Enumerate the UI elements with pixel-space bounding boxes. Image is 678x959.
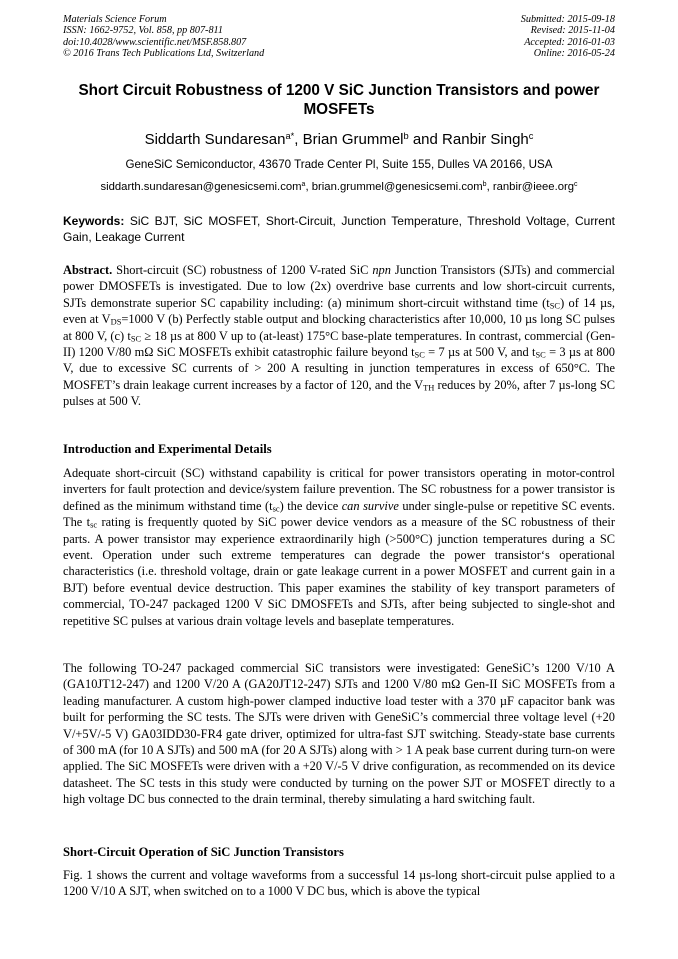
- abstract-text: Junction Transistors (SJTs) and commercial power DMOSFETs is investigated. Due to low (2x) overdrive base currents and low short-circuit currents, SJTs demonstrate superior SC capability including: (a) minimum short-circuit withstand time (t: [63, 263, 615, 310]
- journal-doi: doi:10.4028/www.scientific.net/MSF.858.807: [63, 36, 247, 48]
- journal-header-right: [521, 14, 615, 60]
- date-revised: Revised: 2015-11-04: [530, 25, 615, 37]
- abstract-text: ) of 14 µs, even at V: [63, 295, 615, 327]
- email-link[interactable]: ranbir@ieee.org: [492, 181, 575, 193]
- emphasis-text: can survive: [341, 498, 399, 513]
- abstract-text: ≥ 18 µs at 800 V up to (at-least) 175°C base-plate temperatures. In contrast, commercial (Gen-II) 1200 V/80 mΩ SiC MOSFETs exhibit catastrophic failure beyond t: [63, 328, 615, 360]
- journal-copyright: © 2016 Trans Tech Publications Ltd, Switzerland: [63, 48, 265, 60]
- journal-header-left: [63, 14, 264, 60]
- abstract-npn: npn: [372, 263, 391, 277]
- affiliation: GeneSiC Semiconductor, 43670 Trade Center Pl, Suite 155, Dulles VA 20166, USA: [125, 158, 553, 171]
- email-separator: ,: [305, 181, 312, 193]
- body-text: ) the device: [279, 498, 339, 513]
- keywords-text: SiC BJT, SiC MOSFET, Short-Circuit, Junction Temperature, Threshold Voltage, Current Gain, Leakage Current: [63, 214, 615, 244]
- section-heading-introduction: Introduction and Experimental Details: [63, 442, 272, 456]
- email-list: [30, 180, 648, 194]
- journal-name: Materials Science Forum: [63, 14, 167, 25]
- abstract-text: reduces by 20%, after 7 µs-long SC pulses at 500 V.: [63, 377, 616, 409]
- subscript: sc: [272, 503, 280, 514]
- author-name: Siddarth Sundaresan: [144, 131, 286, 148]
- subscript: SC: [130, 333, 142, 344]
- abstract-text: = 7 µs at 500 V, and t: [424, 345, 536, 360]
- email-affil-mark: a: [301, 181, 306, 189]
- body-text: under single-pulse or repetitive SC events. The t: [63, 498, 615, 530]
- author-affil-mark: b: [403, 130, 409, 141]
- email-link[interactable]: siddarth.sundaresan@genesicsemi.com: [100, 181, 302, 193]
- keywords: [63, 213, 615, 245]
- date-submitted: Submitted: 2015-09-18: [520, 14, 615, 25]
- abstract-text: =1000 V (b) Perfectly stable output and blocking characteristics after 10,000, 10 µs long SC pulses at 800 V, (c) t: [63, 312, 615, 343]
- body-text: The following TO-247 packaged commercial SiC transistors were investigated: GeneSiC’s 1200 V/10 A (GA10JT12-247) and 1200 V/20 A (GA20JT12-247) SJTs and 1200 V/80 mΩ Gen-II SiC MOSFETs from a leading manufacturer. A custom high-power clamped inductive load tester with a 370 µF capacitor bank was built for performing the SC tests. The SJTs were driven with GeneSiC’s commercial three voltage level (+20 V/+5V/-5 V) GA03IDD30-FR4 gate driver, optimized for ultra-fast SJT switching. Steady-state base currents of 300 mA (for 10 A SJTs) and 500 mA (for 20 A SJTs) along with > 1 A peak base current during turn-on were applied. The SiC MOSFETs were driven with a +20 V/-5 V drive configuration, as recommended on its device datasheet. The SC tests in this study were conducted by turning on the power SJT or MOSFET directly to a high voltage DC bus connected to the drain terminal, thereby simulating a hard switching fault.: [63, 661, 615, 807]
- keywords-label: Keywords:: [63, 214, 125, 228]
- author-affil-mark: a*: [285, 130, 295, 141]
- subscript: SC: [414, 349, 425, 360]
- body-text: rating is frequently quoted by SiC power device vendors as a measure of the SC robustness of their parts. A power transistor may experience extraordinarily high (>500°C) junction temperatures during a SC event. Operation under such extreme temperatures can degrade the power transistor‘s operational characteristics (i.e. threshold voltage, drain or gate leakage current in a power MOSFET and current gain in a BJT) before eventual device destruction. This paper examines the stability of key transport parameters of commercial, TO-247 packaged 1200 V SiC DMOSFETs and SJTs, after being subjected to single-shot and repetitive SC pulses at various drain voltage levels and baseplate temperatures.: [63, 515, 615, 628]
- body-text: Fig. 1 shows the current and voltage waveforms from a successful 14 µs-long short-circuit pulse applied to a 1200 V/10 A SJT, when switched on to a 1000 V DC bus, which is above the typical: [63, 868, 615, 899]
- abstract-text: = 3 µs at 800 V, due to excessive SC currents of > 200 A resulting in junction temperatures in excess of 650°C. The MOSFET’s drain leakage current increases by a factor of 120, and the V: [63, 345, 615, 392]
- date-accepted: Accepted: 2016-01-03: [524, 36, 615, 48]
- author-name: Brian Grummel: [302, 131, 404, 148]
- email-separator: ,: [486, 181, 493, 193]
- author-name: Ranbir Singh: [442, 131, 529, 148]
- author-affil-mark: c: [528, 130, 534, 141]
- sc-paragraph-1: [63, 867, 615, 900]
- author-list: [40, 131, 638, 149]
- subscript: DS: [110, 316, 122, 327]
- journal-issn: ISSN: 1662-9752, Vol. 858, pp 807-811: [63, 25, 223, 37]
- abstract-text: Short-circuit (SC) robustness of 1200 V-rated SiC: [116, 263, 369, 277]
- date-online: Online: 2016-05-24: [533, 48, 615, 60]
- intro-paragraph-2: [63, 660, 615, 808]
- email-link[interactable]: brian.grummel@genesicsemi.com: [311, 181, 483, 193]
- subscript: TH: [423, 382, 435, 393]
- subscript: sc: [90, 519, 98, 530]
- subscript: SC: [535, 349, 546, 360]
- body-text: Adequate short-circuit (SC) withstand capability is critical for power transistors operating in motor-control inverters for fault protection and device/system failure prevention. The SC robustness for a power transistor is defined as the minimum withstand time (t: [63, 466, 615, 513]
- paper-title: Short Circuit Robustness of 1200 V SiC Junction Transistors and power MOSFETs: [78, 82, 600, 118]
- email-affil-mark: b: [482, 181, 487, 189]
- author-separator: ,: [294, 131, 303, 148]
- abstract: [63, 262, 615, 410]
- email-affil-mark: c: [574, 181, 578, 189]
- section-heading-short-circuit: Short-Circuit Operation of SiC Junction Transistors: [63, 845, 344, 859]
- intro-paragraph-1: [63, 465, 615, 629]
- subscript: SC: [549, 300, 561, 311]
- author-separator: and: [408, 131, 443, 148]
- abstract-label: Abstract.: [63, 263, 113, 277]
